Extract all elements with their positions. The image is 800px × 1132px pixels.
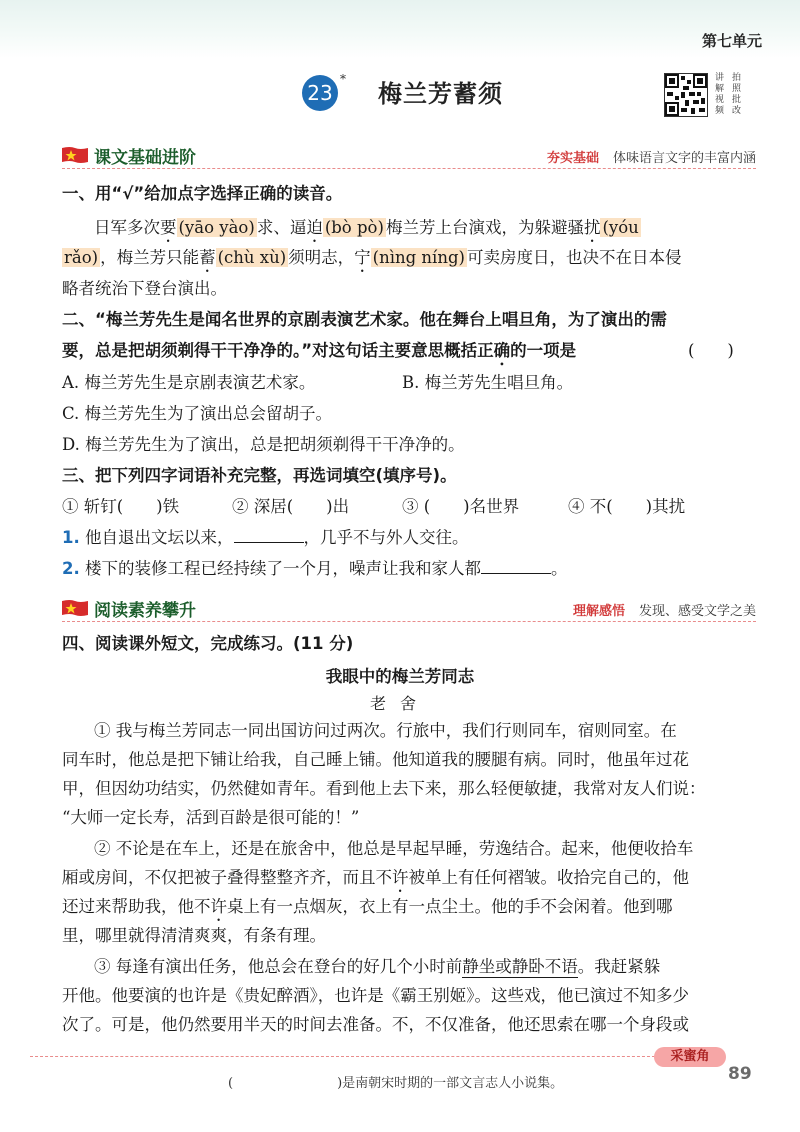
para3-line-1: ③ 每逢有演出任务，他总会在登台的好几个小时前静坐或静卧不语。我赶紧躲 [94, 957, 661, 976]
page-number: 89 [728, 1064, 752, 1084]
q4-heading: 四、阅读课外短文，完成练习。(11 分) [62, 634, 354, 653]
footer-question[interactable]: ( )是南朝宋时期的一部文言志人小说集。 [228, 1076, 564, 1091]
q2-option-c[interactable]: C. 梅兰芳先生为了演出总会留胡子。 [62, 404, 333, 423]
section-title: 课文基础进阶 [94, 148, 196, 168]
q3-blank-2[interactable] [481, 559, 551, 574]
q3-item-4[interactable]: ④ 不( )其扰 [568, 497, 686, 516]
footer-divider [30, 1056, 660, 1057]
q2-option-a[interactable]: A. 梅兰芳先生是京剧表演艺术家。 [62, 373, 316, 392]
q2-option-b[interactable]: B. 梅兰芳先生唱旦角。 [402, 373, 574, 392]
header-band [0, 0, 800, 58]
q2-answer-paren[interactable]: ( ) [688, 341, 734, 360]
article-title: 我眼中的梅兰芳同志 [325, 667, 475, 686]
para2-line-3: 还过来帮助我，他不许桌上有一点烟灰，衣上有一点尘土。他的手不会闲着。他到哪 [62, 897, 673, 916]
section-bar-basics [62, 142, 756, 169]
section-bar-reading [62, 595, 756, 622]
qr-instruction: 讲 拍 解 照 视 批 频 改 [714, 73, 741, 116]
section-title: 阅读素养攀升 [94, 601, 196, 621]
q3-item-1[interactable]: ① 斩钉( )铁 [62, 497, 180, 516]
q3-blank-1[interactable] [234, 528, 304, 543]
q1-line-2: rǎo) ，梅兰芳只能蓄 (chù xù) 须明志，宁 (nìng níng) 可卖房度日，也决不在日本侵 [64, 248, 682, 267]
honey-corner-badge: 采蜜角 [654, 1047, 726, 1067]
article-author: 老舍 [369, 694, 430, 713]
q3-sentence-2: 2. 楼下的装修工程已经持续了一个月，噪声让我和家人都 。 [62, 559, 568, 578]
q3-heading: 三、把下列四字词语补充完整，再选词填空(填序号)。 [62, 466, 457, 485]
lesson-number-badge: 23 [302, 75, 338, 111]
flag-star-icon [62, 599, 88, 617]
lesson-star: * [340, 72, 346, 86]
q3-sentence-1: 1. 他自退出文坛以来， ，几乎不与外人交往。 [62, 528, 469, 547]
para2-line-4: 里，哪里就得清清爽爽，有条有理。 [62, 926, 326, 945]
para1-line-3: 甲，但因幼功结实，仍然健如青年。看到他上去下来，那么轻便敏捷，我常对友人们说： [62, 779, 706, 798]
qr-code-icon[interactable] [664, 73, 708, 117]
q2-option-d[interactable]: D. 梅兰芳先生为了演出，总是把胡须剃得干干净净的。 [62, 435, 465, 454]
flag-star-icon [62, 146, 88, 164]
q1-heading: 一、用“√”给加点字选择正确的读音。 [62, 184, 343, 203]
para1-line-1: ① 我与梅兰芳同志一同出国访问过两次。行旅中，我们行则同车，宿则同室。在 [94, 721, 677, 740]
para2-line-2: 厢或房间，不仅把被子叠得整整齐齐，而且不许被单上有任何褶皱。收拾完自己的，他 [62, 868, 689, 887]
para3-line-3: 次了。可是，他仍然要用半天的时间去准备。不，不仅准备，他还思索在哪一个身段或 [62, 1015, 689, 1034]
para1-line-4: “大师一定长寿，活到百龄是很可能的！” [62, 808, 360, 827]
q1-line-1: 日军多次要 (yāo yào) 求、逼迫 (bò pò) 梅兰芳上台演戏，为躲避骚扰 (yóu [94, 218, 639, 237]
para1-line-2: 同车时，他总是把下铺让给我，自己睡上铺。他知道我的腰腿有病。同时，他虽年过花 [62, 750, 689, 769]
para2-line-1: ② 不论是在车上，还是在旅舍中，他总是早起早睡，劳逸结合。起来，他便收拾车 [94, 839, 694, 858]
section-tag: 理解感悟 发现、感受文学之美 [572, 604, 756, 619]
q3-item-3[interactable]: ③ ( )名世界 [402, 497, 520, 516]
q3-item-2[interactable]: ② 深居( )出 [232, 497, 350, 516]
q1-line-3: 略者统治下登台演出。 [62, 279, 227, 298]
lesson-title: 梅兰芳蓄须 [378, 80, 503, 108]
para3-line-2: 开他。他要演的也许是《贵妃醉酒》，也许是《霸王别姬》。这些戏，他已演过不知多少 [62, 986, 689, 1005]
unit-label: 第七单元 [701, 32, 762, 50]
section-tag: 夯实基础 体味语言文字的丰富内涵 [546, 151, 756, 166]
q2-line-1: 二、“梅兰芳先生是闻名世界的京剧表演艺术家。他在舞台上唱旦角，为了演出的需 [62, 310, 667, 329]
q2-line-2: 要，总是把胡须剃得干干净净的。”对这句话主要意思概括正确的一项是 [62, 341, 577, 360]
